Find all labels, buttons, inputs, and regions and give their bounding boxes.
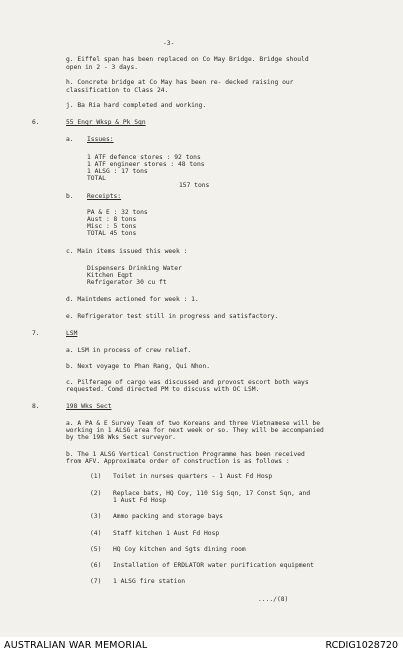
text-line: requested. Comd directed PM to discuss with OC LSM. [66, 386, 260, 393]
text-line: PA & E : 32 tons [87, 209, 148, 216]
text-line: Refrigerator 30 cu ft [87, 279, 167, 286]
text-line: g. Eiffel span has been replaced on Co May Bridge. Bridge should [66, 56, 309, 63]
text-line: b. The 1 ALSG Vertical Construction Programme has been received [66, 451, 305, 458]
section-heading: LSM [66, 330, 78, 337]
text-line: a. LSM in process of crew relief. [66, 347, 192, 354]
record-id: RCDIG1028720 [325, 640, 398, 651]
subheading: Receipts: [87, 193, 122, 200]
item-letter: a. [66, 136, 74, 143]
text-line: c. Pilferage of cargo was discussed and provost escort both ways [66, 379, 309, 386]
text-line: e. Refrigerator test still in progress and satisfactory. [66, 313, 279, 320]
list-number: (3) [90, 513, 102, 520]
list-number: (5) [90, 546, 102, 553]
list-item: Ammo packing and storage bays [113, 513, 223, 520]
list-item: Installation of ERDLATOR water purification equipment [113, 562, 314, 569]
section-heading: 198 Wks Sect [66, 403, 112, 410]
text-line: 1 ATF defence stores : 92 tons [87, 154, 201, 161]
text-line: open in 2 - 3 days. [66, 64, 139, 71]
text-line: Dispensers Drinking Water [87, 265, 182, 272]
text-line: TOTAL [87, 175, 106, 182]
list-item: Staff kitchen 1 Aust Fd Hosp [113, 530, 220, 537]
text-line: working in 1 ALSG area for next week or so. They will be accompanied [66, 427, 324, 434]
text-line: Aust : 8 tons [87, 216, 137, 223]
list-item: 1 ALSG fire station [113, 578, 186, 585]
item-letter: b. [66, 193, 74, 200]
text-line: Kitchen Eqpt [87, 272, 133, 279]
text-line: b. Next voyage to Phan Rang, Qui Nhon. [66, 363, 211, 370]
list-number: (1) [90, 473, 102, 480]
list-number: (6) [90, 562, 102, 569]
page-number: -3- [163, 40, 175, 47]
continuation-marker: ..../(8) [258, 596, 289, 603]
section-number: 8. [32, 403, 40, 410]
list-item: Toilet in nurses quarters - 1 Aust Fd Hosp [113, 473, 273, 480]
list-item: HQ Coy kitchen and Sgts dining room [113, 546, 246, 553]
text-line: TOTAL 45 tons [87, 230, 137, 237]
text-line: a. A PA & E Survey Team of two Koreans and three Vietnamese will be [66, 420, 321, 427]
subheading: Issues: [87, 136, 114, 143]
archive-name: AUSTRALIAN WAR MEMORIAL [4, 640, 148, 651]
total-value: 157 tons [179, 182, 210, 189]
list-number: (4) [90, 530, 102, 537]
text-line: 1 ALSG : 17 tons [87, 168, 148, 175]
section-heading: 55 Engr Wksp & Pk Sqn [66, 119, 146, 126]
text-line: from AFV. Approximate order of construction is as follows : [66, 458, 290, 465]
list-item: Replace bats, HQ Coy, 110 Sig Sqn, 17 Const Sqn, and [113, 490, 311, 497]
text-line: 1 ATF engineer stores : 48 tons [87, 161, 205, 168]
archive-footer [0, 637, 403, 654]
text-line: by the 198 Wks Sect surveyor. [66, 434, 176, 441]
text-line: classification to Class 24. [66, 87, 169, 94]
text-line: h. Concrete bridge at Co May has been re- decked raising our [66, 79, 294, 86]
section-number: 7. [32, 330, 40, 337]
list-number: (7) [90, 578, 102, 585]
list-item-continued: 1 Aust Fd Hosp [113, 497, 167, 504]
text-line: d. Maintdems actioned for week : 1. [66, 296, 199, 303]
text-line: Misc : 5 tons [87, 223, 137, 230]
text-line: j. Ba Ria hard completed and working. [66, 102, 207, 109]
list-number: (2) [90, 490, 102, 497]
text-line: c. Main items issued this week : [66, 248, 188, 255]
section-number: 6. [32, 119, 40, 126]
